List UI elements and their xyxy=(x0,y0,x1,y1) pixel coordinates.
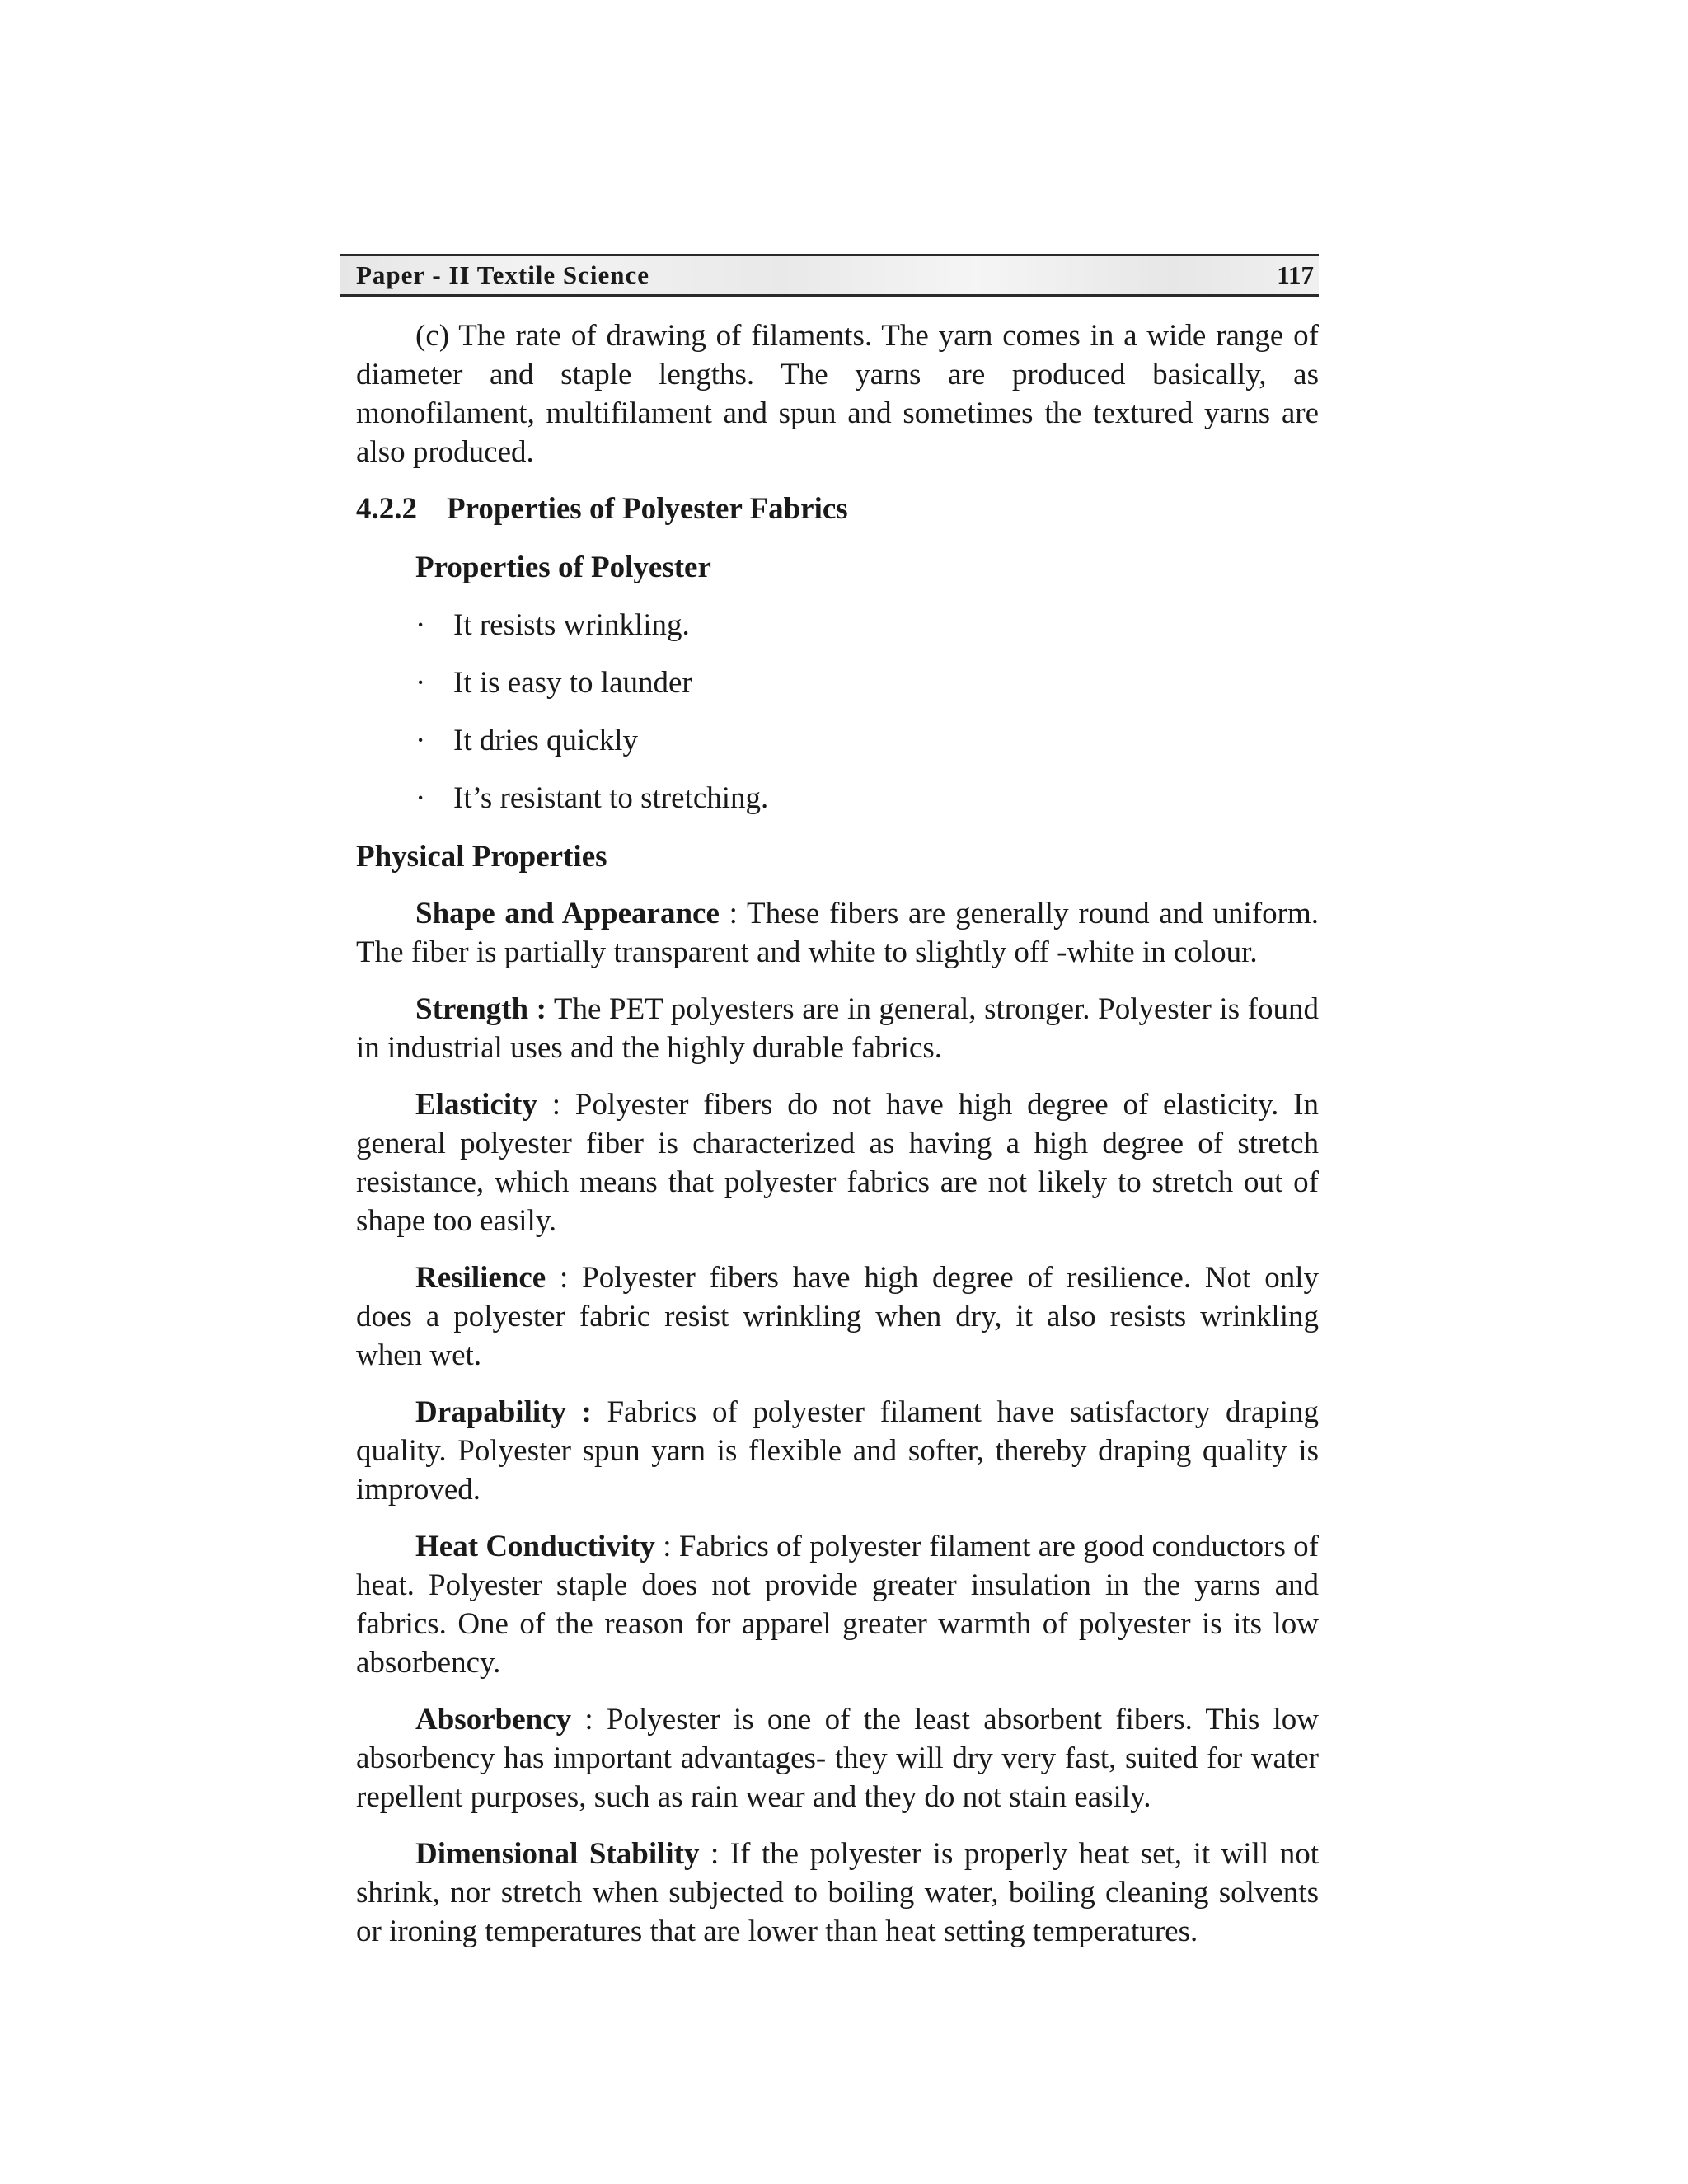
property-bullet-list xyxy=(340,606,1319,818)
property-separator: : xyxy=(719,897,747,930)
property-term: Absorbency xyxy=(415,1703,572,1736)
list-item xyxy=(415,663,1319,702)
property-paragraph-resilience xyxy=(356,1258,1319,1375)
property-text: If the polyester is properly heat set, it will not shrink, nor stretch when subjected to boiling water, boiling cleaning solvents or ironing temperatures that are lower than heat setting temperatures. xyxy=(356,1837,1319,1948)
property-term: Elasticity xyxy=(415,1088,537,1122)
list-item xyxy=(415,779,1319,818)
property-paragraph-elasticity xyxy=(356,1085,1319,1240)
property-text: Polyester fibers have high degree of resilience. Not only does a polyester fabric resist wrinkling when dry, it also resists wrinkling when wet. xyxy=(356,1261,1320,1372)
bullet-glyph: · xyxy=(415,666,426,700)
property-text: The PET polyesters are in general, stronger. Polyester is found in industrial uses and the highly durable fabrics. xyxy=(356,992,1319,1065)
property-text: These fibers are generally round and uniform. The fiber is partially transparent and white to slightly off -white in colour. xyxy=(356,897,1319,969)
property-paragraph-strength xyxy=(356,990,1319,1067)
bullet-glyph: · xyxy=(415,608,426,642)
property-term: Shape and Appearance xyxy=(415,897,720,930)
property-term: Resilience xyxy=(415,1261,546,1295)
property-separator: : xyxy=(537,1088,575,1122)
property-separator: : xyxy=(571,1703,607,1736)
property-text: Fabrics of polyester filament are good conductors of heat. Polyester staple does not provide greater insulation in the yarns and fabrics. One of the reason for apparel greater warmth of polyester is its low absorbency. xyxy=(356,1530,1319,1680)
property-text: Fabrics of polyester filament have satisfactory draping quality. Polyester spun yarn is flexible and softer, thereby draping quality is improved. xyxy=(356,1395,1320,1507)
property-text: Polyester fibers do not have high degree of elasticity. In general polyester fiber is characterized as having a high degree of stretch resistance, which means that polyester fabrics are not likely to stretch out of shape too easily. xyxy=(356,1088,1319,1238)
property-paragraph-dimensional-stability xyxy=(356,1835,1319,1951)
bullet-glyph: · xyxy=(415,724,426,757)
running-header xyxy=(340,254,1319,297)
property-separator xyxy=(592,1395,607,1429)
property-separator xyxy=(546,992,554,1026)
property-term: Drapability : xyxy=(415,1395,592,1429)
property-paragraph-shape xyxy=(356,894,1319,972)
list-item xyxy=(415,606,1319,644)
property-text: Polyester is one of the least absorbent fibers. This low absorbency has important advantages- they will dry very fast, suited for water repellent purposes, such as rain wear and they do not stain easily. xyxy=(356,1703,1319,1814)
intro-paragraph: (c) The rate of drawing of filaments. The yarn comes in a wide range of diameter and staple lengths. The yarns are produced basically, as monofilament, multifilament and spun and sometimes the textured yarns are also produced. xyxy=(356,319,1319,469)
section-heading xyxy=(356,490,1319,528)
page xyxy=(340,254,1319,1951)
property-term: Dimensional Stability xyxy=(415,1837,700,1871)
property-paragraph-heat-conductivity xyxy=(356,1527,1319,1682)
list-item xyxy=(415,721,1319,760)
property-term: Heat Conductivity xyxy=(415,1530,655,1563)
subsection-heading: Properties of Polyester xyxy=(415,551,711,584)
property-paragraph-absorbency xyxy=(356,1700,1319,1816)
section-number: 4.2.2 xyxy=(356,492,417,526)
property-separator: : xyxy=(699,1837,730,1871)
body-content xyxy=(356,316,1319,471)
bullet-glyph: · xyxy=(415,781,426,815)
property-separator: : xyxy=(546,1261,583,1295)
list-item-text: It is easy to launder xyxy=(453,666,692,700)
list-item-text: It dries quickly xyxy=(453,724,639,757)
list-item-text: It resists wrinkling. xyxy=(453,608,690,642)
physical-properties-list xyxy=(356,894,1319,1951)
property-paragraph-drapability xyxy=(356,1393,1319,1509)
property-term: Strength : xyxy=(415,992,546,1026)
page-number: 117 xyxy=(1277,260,1314,289)
header-title: Paper - II Textile Science xyxy=(356,260,650,289)
property-separator: : xyxy=(654,1530,679,1563)
list-item-text: It’s resistant to stretching. xyxy=(453,781,769,815)
section-title: Properties of Polyester Fabrics xyxy=(447,492,848,526)
physical-properties-heading: Physical Properties xyxy=(356,840,607,874)
